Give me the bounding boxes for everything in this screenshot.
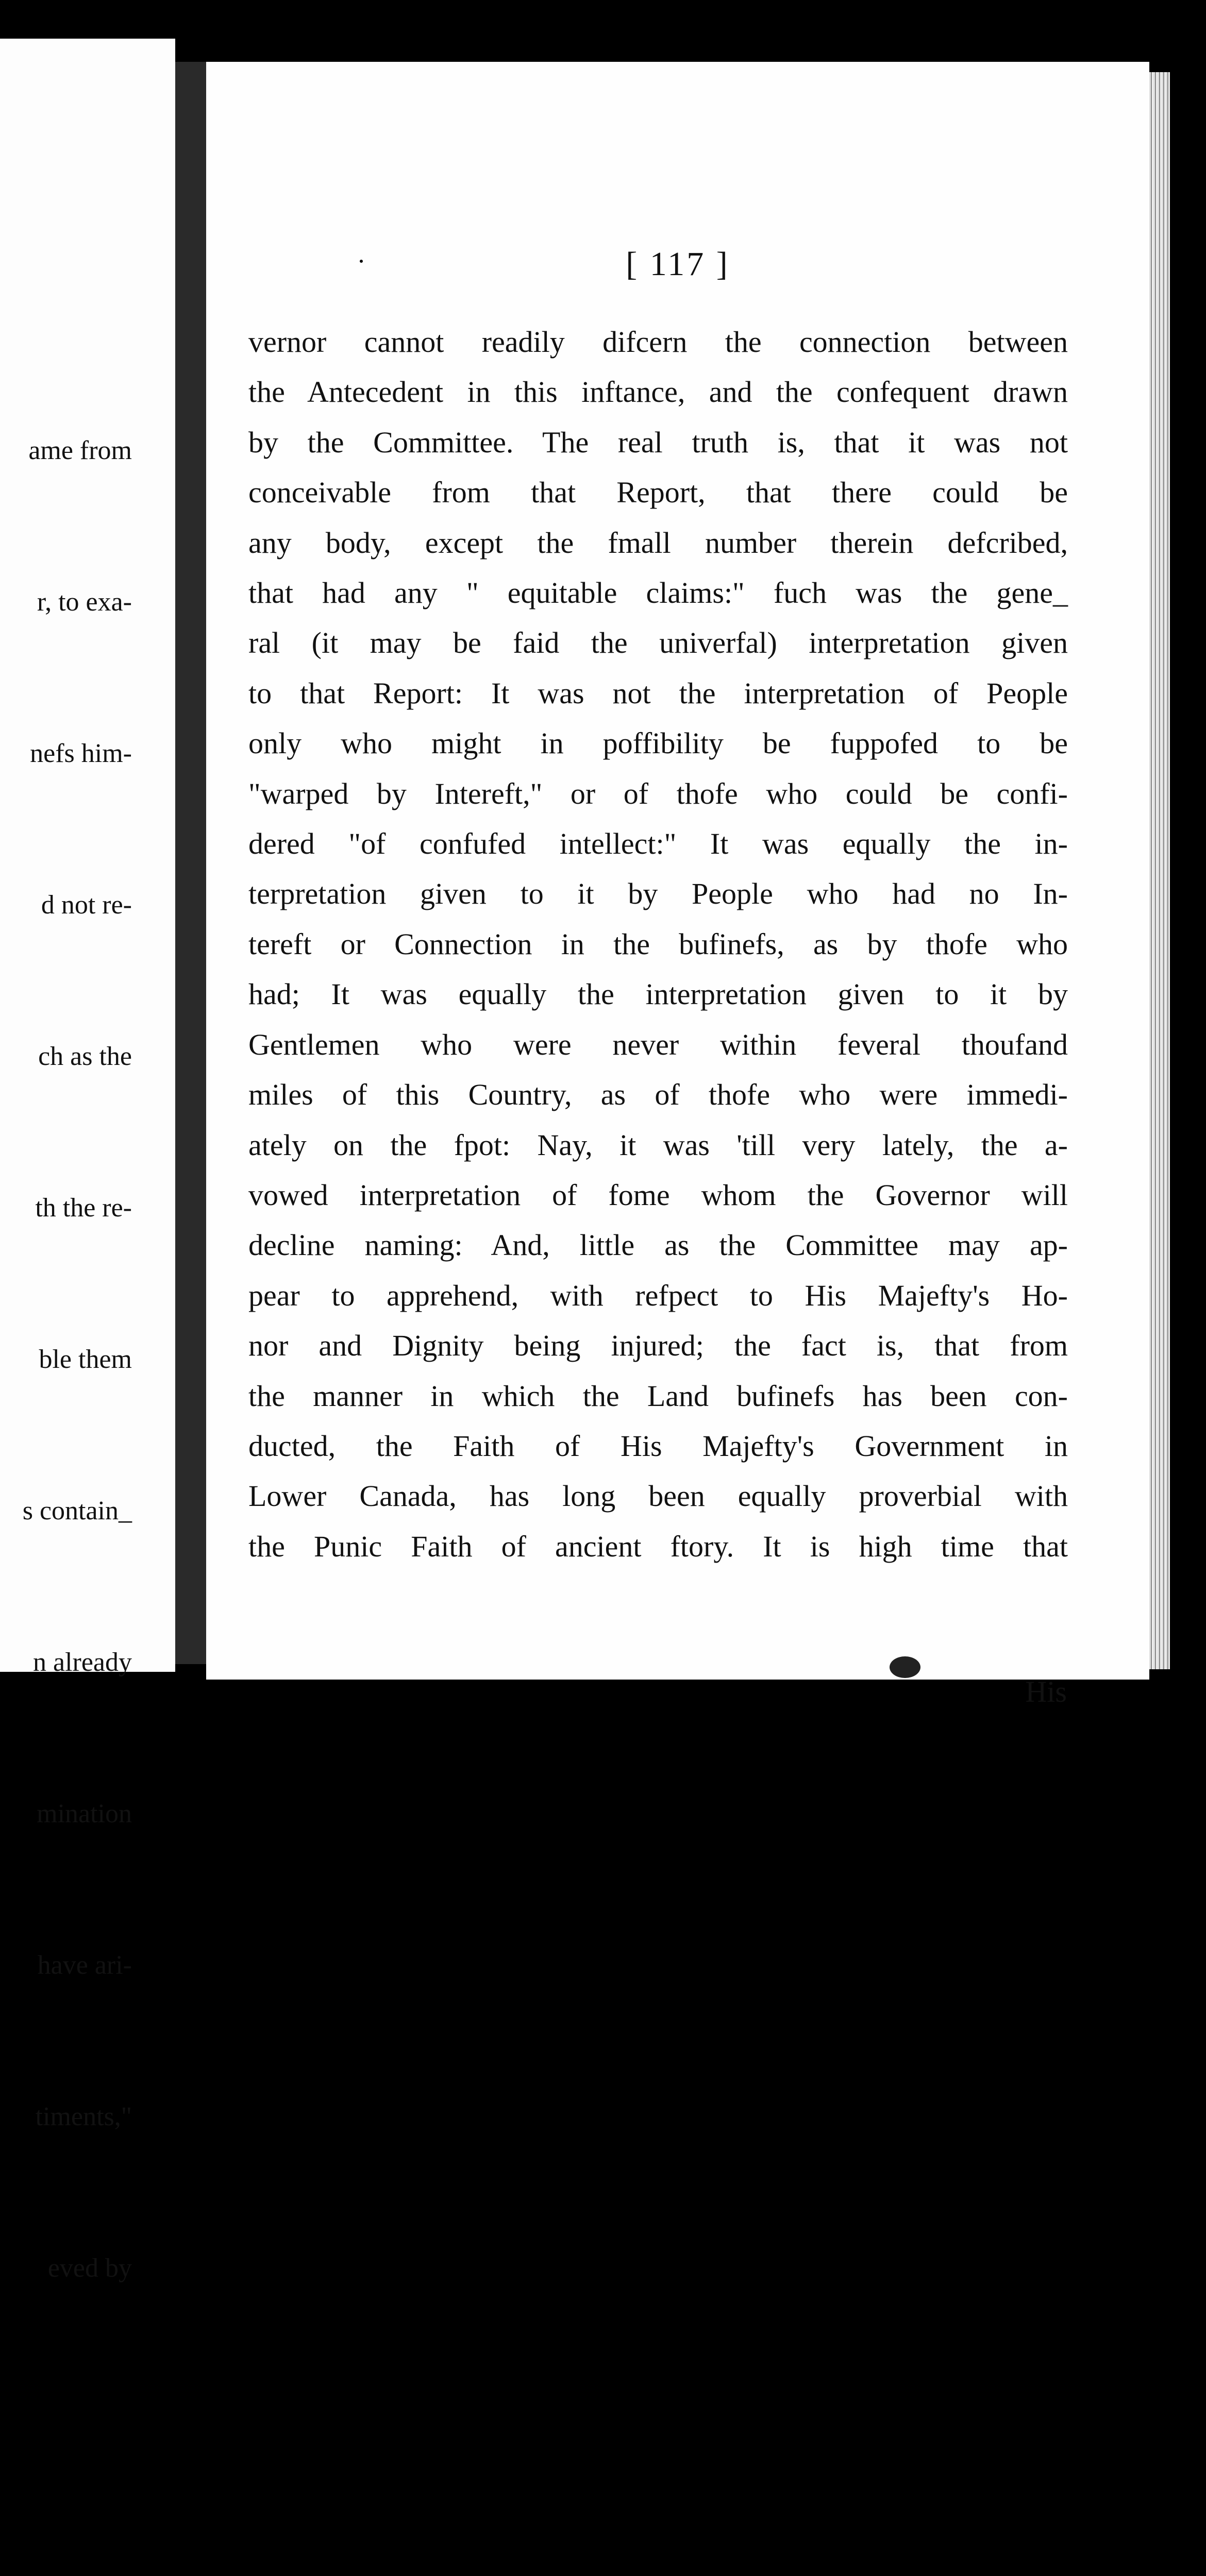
body-text: [248, 317, 1068, 1571]
body-line: ately on the fpot: Nay, it was 'till very lately, the a-: [248, 1128, 1068, 1162]
body-line: the Punic Faith of ancient ftory. It is high time that: [248, 1529, 1068, 1563]
ink-speck: [903, 0, 918, 21]
body-line: decline naming: And, little as the Committee may ap-: [248, 1228, 1068, 1262]
body-line: ducted, the Faith of His Majefty's Government in: [248, 1429, 1068, 1463]
body-line: nor and Dignity being injured; the fact is, that from: [248, 1329, 1068, 1363]
left-page-text: [23, 325, 132, 2576]
body-line: conceivable from that Report, that there could be: [248, 476, 1068, 510]
left-line: th the re-: [35, 1193, 132, 1223]
left-line: mination: [37, 1799, 132, 1828]
book-gutter: [175, 62, 206, 1664]
right-page: [206, 62, 1149, 1708]
left-line: timents,": [35, 2102, 132, 2131]
body-line: to that Report: It was not the interpretation of People: [248, 676, 1068, 710]
body-line: the manner in which the Land bufinefs has been con-: [248, 1379, 1068, 1413]
body-line: Lower Canada, has long been equally proverbial with: [248, 1479, 1068, 1513]
left-line: ch as the: [38, 1042, 132, 1071]
body-line: that had any " equitable claims:" fuch was the gene_: [248, 576, 1068, 610]
ink-speck: [360, 260, 363, 263]
body-line: tereft or Connection in the bufinefs, as by thofe who: [248, 927, 1068, 961]
body-line: ral (it may be faid the univerfal) interpretation given: [248, 626, 1068, 660]
left-line: have ari-: [37, 1951, 132, 1980]
left-line: r, to exa-: [37, 587, 132, 617]
left-line: eved by: [47, 2253, 132, 2283]
body-line: Gentlemen who were never within feveral thoufand: [248, 1027, 1068, 1061]
left-line: d not re-: [41, 890, 132, 920]
left-line: [23, 2546, 132, 2576]
body-line: "warped by Intereft," or of thofe who could be confi-: [248, 776, 1068, 810]
body-line: dered "of confufed intellect:" It was equally the in-: [248, 827, 1068, 861]
body-line: any body, except the fmall number therein defcribed,: [248, 526, 1068, 560]
body-line: had; It was equally the interpretation given to it by: [248, 977, 1068, 1011]
left-line: [23, 2395, 132, 2445]
page-number: [ 117 ]: [626, 245, 730, 283]
body-line: the Antecedent in this inftance, and the confequent drawn: [248, 375, 1068, 409]
left-page: [0, 39, 175, 2283]
left-line: ble them: [39, 1345, 132, 1374]
body-line: miles of this Country, as of thofe who were immedi-: [248, 1078, 1068, 1112]
page-edge: [1149, 72, 1170, 1669]
left-line: n already: [32, 1648, 132, 1677]
body-line: pear to apprehend, with refpect to His Majefty's Ho-: [248, 1278, 1068, 1312]
body-line: only who might in poffibility be fuppofed to be: [248, 726, 1068, 760]
ink-speck: [890, 1656, 920, 1678]
left-line: s contain_: [22, 1496, 132, 1526]
body-line: terpretation given to it by People who had no In-: [248, 877, 1068, 911]
left-line: nefs him-: [30, 739, 132, 768]
body-line: by the Committee. The real truth is, that it was not: [248, 425, 1068, 459]
left-line: ame from: [28, 436, 132, 465]
body-line: vowed interpretation of fome whom the Governor will: [248, 1178, 1068, 1212]
body-line: vernor cannot readily difcern the connection between: [248, 325, 1068, 359]
catchword: His: [1025, 1675, 1067, 1708]
